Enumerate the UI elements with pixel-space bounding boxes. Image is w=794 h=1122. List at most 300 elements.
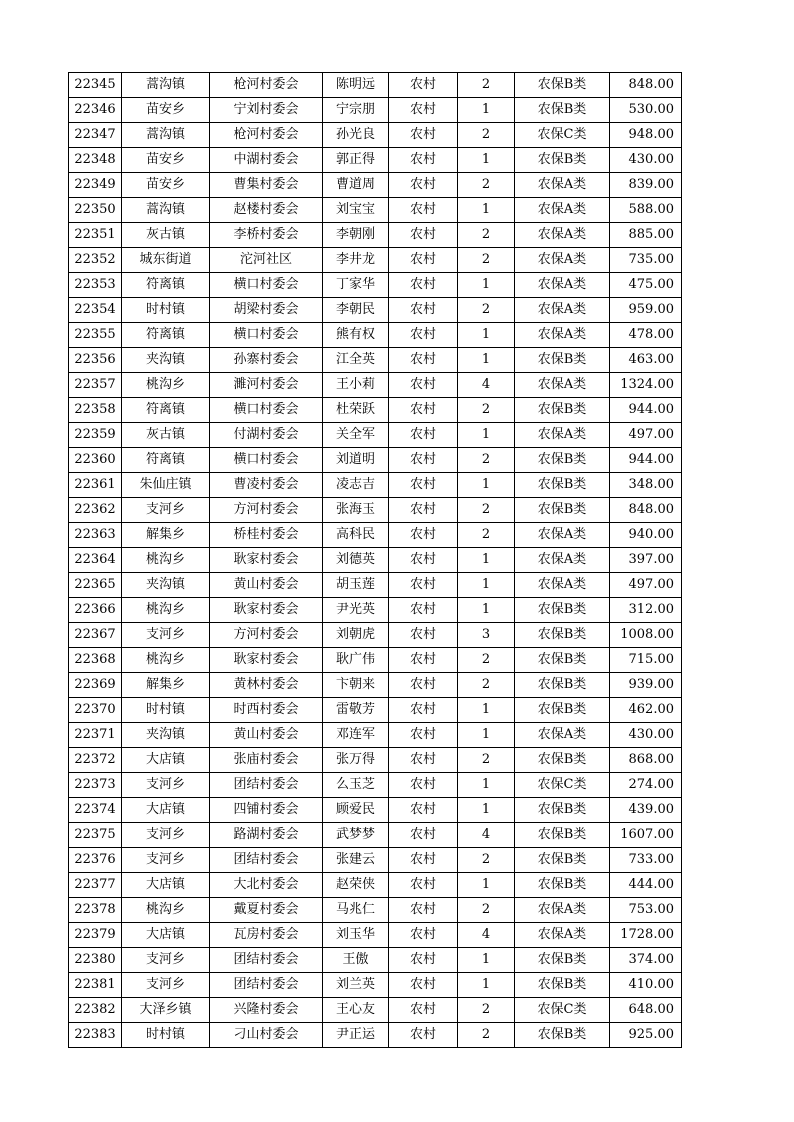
amount-cell: 848.00 <box>610 73 682 98</box>
household-type-cell: 农村 <box>389 523 458 548</box>
table-row <box>69 998 682 1023</box>
town-cell: 蒿沟镇 <box>122 123 210 148</box>
town-cell: 灰古镇 <box>122 223 210 248</box>
insurance-category-cell: 农保B类 <box>515 73 610 98</box>
person-name-cell: 李井龙 <box>323 248 389 273</box>
village-committee-cell: 黄山村委会 <box>210 573 323 598</box>
town-cell: 苗安乡 <box>122 173 210 198</box>
village-committee-cell: 李桥村委会 <box>210 223 323 248</box>
village-committee-cell: 团结村委会 <box>210 973 323 998</box>
record-id-cell: 22364 <box>69 548 122 573</box>
person-name-cell: 江全英 <box>323 348 389 373</box>
member-count-cell: 4 <box>458 373 515 398</box>
amount-cell: 530.00 <box>610 98 682 123</box>
town-cell: 大店镇 <box>122 873 210 898</box>
amount-cell: 1008.00 <box>610 623 682 648</box>
village-committee-cell: 方河村委会 <box>210 623 323 648</box>
town-cell: 支河乡 <box>122 773 210 798</box>
household-type-cell: 农村 <box>389 348 458 373</box>
record-id-cell: 22381 <box>69 973 122 998</box>
insurance-category-cell: 农保B类 <box>515 473 610 498</box>
member-count-cell: 2 <box>458 298 515 323</box>
record-id-cell: 22349 <box>69 173 122 198</box>
household-type-cell: 农村 <box>389 598 458 623</box>
household-type-cell: 农村 <box>389 723 458 748</box>
insurance-category-cell: 农保C类 <box>515 773 610 798</box>
town-cell: 桃沟乡 <box>122 373 210 398</box>
member-count-cell: 2 <box>458 998 515 1023</box>
town-cell: 时村镇 <box>122 698 210 723</box>
village-committee-cell: 耿家村委会 <box>210 598 323 623</box>
insurance-category-cell: 农保B类 <box>515 848 610 873</box>
household-type-cell: 农村 <box>389 898 458 923</box>
record-id-cell: 22375 <box>69 823 122 848</box>
town-cell: 符离镇 <box>122 448 210 473</box>
amount-cell: 588.00 <box>610 198 682 223</box>
member-count-cell: 4 <box>458 923 515 948</box>
record-id-cell: 22368 <box>69 648 122 673</box>
table-row <box>69 148 682 173</box>
table-row <box>69 673 682 698</box>
person-name-cell: 张万得 <box>323 748 389 773</box>
record-id-cell: 22360 <box>69 448 122 473</box>
record-id-cell: 22348 <box>69 148 122 173</box>
town-cell: 桃沟乡 <box>122 648 210 673</box>
insurance-category-cell: 农保A类 <box>515 198 610 223</box>
person-name-cell: 尹光英 <box>323 598 389 623</box>
person-name-cell: 熊有权 <box>323 323 389 348</box>
town-cell: 灰古镇 <box>122 423 210 448</box>
amount-cell: 497.00 <box>610 423 682 448</box>
town-cell: 大店镇 <box>122 923 210 948</box>
person-name-cell: 胡玉莲 <box>323 573 389 598</box>
table-row <box>69 348 682 373</box>
insurance-category-cell: 农保A类 <box>515 423 610 448</box>
insurance-category-cell: 农保B类 <box>515 623 610 648</box>
household-type-cell: 农村 <box>389 748 458 773</box>
table-row <box>69 523 682 548</box>
table-row <box>69 748 682 773</box>
table-row <box>69 698 682 723</box>
person-name-cell: 王傲 <box>323 948 389 973</box>
member-count-cell: 1 <box>458 723 515 748</box>
town-cell: 时村镇 <box>122 1023 210 1048</box>
record-id-cell: 22353 <box>69 273 122 298</box>
household-type-cell: 农村 <box>389 873 458 898</box>
person-name-cell: 杜荣跃 <box>323 398 389 423</box>
insurance-category-cell: 农保B类 <box>515 673 610 698</box>
table-row <box>69 248 682 273</box>
village-committee-cell: 横口村委会 <box>210 398 323 423</box>
member-count-cell: 1 <box>458 948 515 973</box>
amount-cell: 478.00 <box>610 323 682 348</box>
household-type-cell: 农村 <box>389 998 458 1023</box>
record-id-cell: 22356 <box>69 348 122 373</box>
record-id-cell: 22345 <box>69 73 122 98</box>
member-count-cell: 2 <box>458 848 515 873</box>
member-count-cell: 2 <box>458 898 515 923</box>
town-cell: 符离镇 <box>122 398 210 423</box>
member-count-cell: 1 <box>458 273 515 298</box>
household-type-cell: 农村 <box>389 923 458 948</box>
village-committee-cell: 四铺村委会 <box>210 798 323 823</box>
household-type-cell: 农村 <box>389 1023 458 1048</box>
insurance-category-cell: 农保A类 <box>515 898 610 923</box>
amount-cell: 940.00 <box>610 523 682 548</box>
person-name-cell: 武梦梦 <box>323 823 389 848</box>
town-cell: 大泽乡镇 <box>122 998 210 1023</box>
household-type-cell: 农村 <box>389 198 458 223</box>
town-cell: 符离镇 <box>122 273 210 298</box>
record-id-cell: 22374 <box>69 798 122 823</box>
record-id-cell: 22379 <box>69 923 122 948</box>
household-type-cell: 农村 <box>389 173 458 198</box>
town-cell: 夹沟镇 <box>122 573 210 598</box>
amount-cell: 497.00 <box>610 573 682 598</box>
insurance-category-cell: 农保B类 <box>515 973 610 998</box>
amount-cell: 1728.00 <box>610 923 682 948</box>
record-id-cell: 22383 <box>69 1023 122 1048</box>
person-name-cell: 丁家华 <box>323 273 389 298</box>
amount-cell: 753.00 <box>610 898 682 923</box>
table-row <box>69 173 682 198</box>
town-cell: 蒿沟镇 <box>122 198 210 223</box>
town-cell: 解集乡 <box>122 523 210 548</box>
table-row <box>69 423 682 448</box>
town-cell: 支河乡 <box>122 823 210 848</box>
amount-cell: 925.00 <box>610 1023 682 1048</box>
member-count-cell: 1 <box>458 598 515 623</box>
record-id-cell: 22373 <box>69 773 122 798</box>
village-committee-cell: 兴隆村委会 <box>210 998 323 1023</box>
member-count-cell: 1 <box>458 548 515 573</box>
person-name-cell: 曹道周 <box>323 173 389 198</box>
village-committee-cell: 赵楼村委会 <box>210 198 323 223</box>
amount-cell: 733.00 <box>610 848 682 873</box>
village-committee-cell: 大北村委会 <box>210 873 323 898</box>
amount-cell: 439.00 <box>610 798 682 823</box>
member-count-cell: 2 <box>458 448 515 473</box>
town-cell: 桃沟乡 <box>122 598 210 623</box>
amount-cell: 944.00 <box>610 448 682 473</box>
town-cell: 支河乡 <box>122 948 210 973</box>
person-name-cell: 陈明远 <box>323 73 389 98</box>
member-count-cell: 1 <box>458 698 515 723</box>
insurance-category-cell: 农保C类 <box>515 998 610 1023</box>
household-type-cell: 农村 <box>389 373 458 398</box>
amount-cell: 397.00 <box>610 548 682 573</box>
member-count-cell: 1 <box>458 323 515 348</box>
table-row <box>69 848 682 873</box>
person-name-cell: 王小莉 <box>323 373 389 398</box>
record-id-cell: 22362 <box>69 498 122 523</box>
amount-cell: 885.00 <box>610 223 682 248</box>
member-count-cell: 4 <box>458 823 515 848</box>
village-committee-cell: 方河村委会 <box>210 498 323 523</box>
amount-cell: 959.00 <box>610 298 682 323</box>
member-count-cell: 2 <box>458 123 515 148</box>
amount-cell: 868.00 <box>610 748 682 773</box>
table-row <box>69 598 682 623</box>
amount-cell: 839.00 <box>610 173 682 198</box>
member-count-cell: 1 <box>458 423 515 448</box>
record-id-cell: 22378 <box>69 898 122 923</box>
town-cell: 支河乡 <box>122 623 210 648</box>
insurance-category-cell: 农保B类 <box>515 698 610 723</box>
village-committee-cell: 曹凌村委会 <box>210 473 323 498</box>
village-committee-cell: 刁山村委会 <box>210 1023 323 1048</box>
record-id-cell: 22376 <box>69 848 122 873</box>
town-cell: 支河乡 <box>122 498 210 523</box>
table-row <box>69 648 682 673</box>
amount-cell: 463.00 <box>610 348 682 373</box>
household-type-cell: 农村 <box>389 473 458 498</box>
member-count-cell: 3 <box>458 623 515 648</box>
amount-cell: 410.00 <box>610 973 682 998</box>
household-type-cell: 农村 <box>389 773 458 798</box>
town-cell: 支河乡 <box>122 973 210 998</box>
town-cell: 苗安乡 <box>122 148 210 173</box>
table-row <box>69 623 682 648</box>
insurance-category-cell: 农保B类 <box>515 448 610 473</box>
household-type-cell: 农村 <box>389 573 458 598</box>
member-count-cell: 2 <box>458 498 515 523</box>
person-name-cell: 凌志吉 <box>323 473 389 498</box>
insurance-category-cell: 农保B类 <box>515 498 610 523</box>
amount-cell: 374.00 <box>610 948 682 973</box>
person-name-cell: 王心友 <box>323 998 389 1023</box>
table-row <box>69 573 682 598</box>
person-name-cell: 关全军 <box>323 423 389 448</box>
table-row <box>69 398 682 423</box>
record-id-cell: 22351 <box>69 223 122 248</box>
member-count-cell: 1 <box>458 773 515 798</box>
record-id-cell: 22346 <box>69 98 122 123</box>
village-committee-cell: 曹集村委会 <box>210 173 323 198</box>
person-name-cell: 马兆仁 <box>323 898 389 923</box>
village-committee-cell: 时西村委会 <box>210 698 323 723</box>
household-type-cell: 农村 <box>389 298 458 323</box>
insurance-category-cell: 农保B类 <box>515 598 610 623</box>
member-count-cell: 2 <box>458 523 515 548</box>
record-id-cell: 22372 <box>69 748 122 773</box>
village-committee-cell: 张庙村委会 <box>210 748 323 773</box>
amount-cell: 274.00 <box>610 773 682 798</box>
table-row <box>69 973 682 998</box>
household-type-cell: 农村 <box>389 398 458 423</box>
member-count-cell: 1 <box>458 873 515 898</box>
amount-cell: 944.00 <box>610 398 682 423</box>
member-count-cell: 2 <box>458 648 515 673</box>
town-cell: 桃沟乡 <box>122 898 210 923</box>
village-committee-cell: 胡梁村委会 <box>210 298 323 323</box>
household-type-cell: 农村 <box>389 973 458 998</box>
village-committee-cell: 黄林村委会 <box>210 673 323 698</box>
person-name-cell: 李朝刚 <box>323 223 389 248</box>
table-row <box>69 473 682 498</box>
village-committee-cell: 沱河社区 <box>210 248 323 273</box>
table-row <box>69 298 682 323</box>
village-committee-cell: 黄山村委会 <box>210 723 323 748</box>
person-name-cell: 尹正运 <box>323 1023 389 1048</box>
record-id-cell: 22350 <box>69 198 122 223</box>
household-type-cell: 农村 <box>389 648 458 673</box>
amount-cell: 715.00 <box>610 648 682 673</box>
insurance-category-cell: 农保B类 <box>515 98 610 123</box>
insurance-category-cell: 农保A类 <box>515 548 610 573</box>
household-type-cell: 农村 <box>389 423 458 448</box>
household-type-cell: 农村 <box>389 448 458 473</box>
village-committee-cell: 团结村委会 <box>210 773 323 798</box>
table-row <box>69 98 682 123</box>
member-count-cell: 1 <box>458 148 515 173</box>
member-count-cell: 1 <box>458 98 515 123</box>
village-committee-cell: 枪河村委会 <box>210 123 323 148</box>
amount-cell: 848.00 <box>610 498 682 523</box>
household-type-cell: 农村 <box>389 623 458 648</box>
record-id-cell: 22366 <box>69 598 122 623</box>
village-committee-cell: 横口村委会 <box>210 323 323 348</box>
person-name-cell: 高科民 <box>323 523 389 548</box>
insurance-category-cell: 农保B类 <box>515 648 610 673</box>
person-name-cell: 刘德英 <box>323 548 389 573</box>
household-type-cell: 农村 <box>389 148 458 173</box>
member-count-cell: 2 <box>458 223 515 248</box>
village-committee-cell: 横口村委会 <box>210 448 323 473</box>
household-type-cell: 农村 <box>389 248 458 273</box>
table-row <box>69 723 682 748</box>
member-count-cell: 1 <box>458 473 515 498</box>
record-id-cell: 22365 <box>69 573 122 598</box>
insurance-category-cell: 农保B类 <box>515 798 610 823</box>
person-name-cell: 刘玉华 <box>323 923 389 948</box>
insurance-category-cell: 农保A类 <box>515 273 610 298</box>
table-row <box>69 323 682 348</box>
person-name-cell: 刘兰英 <box>323 973 389 998</box>
insurance-category-cell: 农保A类 <box>515 223 610 248</box>
table-row <box>69 448 682 473</box>
amount-cell: 1324.00 <box>610 373 682 398</box>
town-cell: 时村镇 <box>122 298 210 323</box>
record-id-cell: 22359 <box>69 423 122 448</box>
record-id-cell: 22370 <box>69 698 122 723</box>
amount-cell: 444.00 <box>610 873 682 898</box>
record-id-cell: 22352 <box>69 248 122 273</box>
table-row <box>69 223 682 248</box>
member-count-cell: 2 <box>458 248 515 273</box>
insurance-category-cell: 农保A类 <box>515 298 610 323</box>
record-id-cell: 22363 <box>69 523 122 548</box>
person-name-cell: 刘朝虎 <box>323 623 389 648</box>
record-id-cell: 22355 <box>69 323 122 348</box>
amount-cell: 1607.00 <box>610 823 682 848</box>
member-count-cell: 1 <box>458 348 515 373</box>
household-type-cell: 农村 <box>389 98 458 123</box>
table-row <box>69 898 682 923</box>
table-row <box>69 948 682 973</box>
insurance-category-cell: 农保B类 <box>515 348 610 373</box>
record-id-cell: 22377 <box>69 873 122 898</box>
amount-cell: 348.00 <box>610 473 682 498</box>
amount-cell: 430.00 <box>610 148 682 173</box>
insurance-category-cell: 农保C类 <box>515 123 610 148</box>
insurance-category-cell: 农保A类 <box>515 923 610 948</box>
amount-cell: 735.00 <box>610 248 682 273</box>
person-name-cell: 张建云 <box>323 848 389 873</box>
insurance-category-cell: 农保B类 <box>515 148 610 173</box>
record-id-cell: 22357 <box>69 373 122 398</box>
town-cell: 桃沟乡 <box>122 548 210 573</box>
table-row <box>69 873 682 898</box>
table-row <box>69 923 682 948</box>
insurance-category-cell: 农保B类 <box>515 1023 610 1048</box>
household-type-cell: 农村 <box>389 123 458 148</box>
member-count-cell: 1 <box>458 198 515 223</box>
amount-cell: 430.00 <box>610 723 682 748</box>
table-row <box>69 798 682 823</box>
town-cell: 蒿沟镇 <box>122 73 210 98</box>
household-type-cell: 农村 <box>389 798 458 823</box>
person-name-cell: 赵荣侠 <box>323 873 389 898</box>
record-id-cell: 22354 <box>69 298 122 323</box>
record-id-cell: 22380 <box>69 948 122 973</box>
person-name-cell: 张海玉 <box>323 498 389 523</box>
insurance-category-cell: 农保B类 <box>515 398 610 423</box>
person-name-cell: 耿广伟 <box>323 648 389 673</box>
member-count-cell: 2 <box>458 73 515 98</box>
village-committee-cell: 耿家村委会 <box>210 548 323 573</box>
record-id-cell: 22361 <box>69 473 122 498</box>
insurance-category-cell: 农保A类 <box>515 323 610 348</box>
person-name-cell: 刘道明 <box>323 448 389 473</box>
table-row <box>69 773 682 798</box>
person-name-cell: 卞朝来 <box>323 673 389 698</box>
person-name-cell: 宁宗朋 <box>323 98 389 123</box>
person-name-cell: 雷敬芳 <box>323 698 389 723</box>
insurance-category-cell: 农保A类 <box>515 173 610 198</box>
village-committee-cell: 团结村委会 <box>210 848 323 873</box>
town-cell: 解集乡 <box>122 673 210 698</box>
member-count-cell: 2 <box>458 1023 515 1048</box>
member-count-cell: 2 <box>458 173 515 198</box>
village-committee-cell: 戴夏村委会 <box>210 898 323 923</box>
record-id-cell: 22371 <box>69 723 122 748</box>
data-table <box>68 72 682 1048</box>
member-count-cell: 2 <box>458 748 515 773</box>
household-type-cell: 农村 <box>389 548 458 573</box>
person-name-cell: 郭正得 <box>323 148 389 173</box>
amount-cell: 312.00 <box>610 598 682 623</box>
table-row <box>69 498 682 523</box>
town-cell: 夹沟镇 <box>122 723 210 748</box>
town-cell: 城东街道 <box>122 248 210 273</box>
table-body <box>69 73 682 1048</box>
village-committee-cell: 耿家村委会 <box>210 648 323 673</box>
town-cell: 大店镇 <box>122 748 210 773</box>
amount-cell: 948.00 <box>610 123 682 148</box>
amount-cell: 939.00 <box>610 673 682 698</box>
household-type-cell: 农村 <box>389 323 458 348</box>
village-committee-cell: 枪河村委会 <box>210 73 323 98</box>
insurance-category-cell: 农保A类 <box>515 723 610 748</box>
record-id-cell: 22369 <box>69 673 122 698</box>
village-committee-cell: 桥桂村委会 <box>210 523 323 548</box>
person-name-cell: 么玉芝 <box>323 773 389 798</box>
town-cell: 大店镇 <box>122 798 210 823</box>
person-name-cell: 孙光良 <box>323 123 389 148</box>
table-row <box>69 548 682 573</box>
village-committee-cell: 横口村委会 <box>210 273 323 298</box>
